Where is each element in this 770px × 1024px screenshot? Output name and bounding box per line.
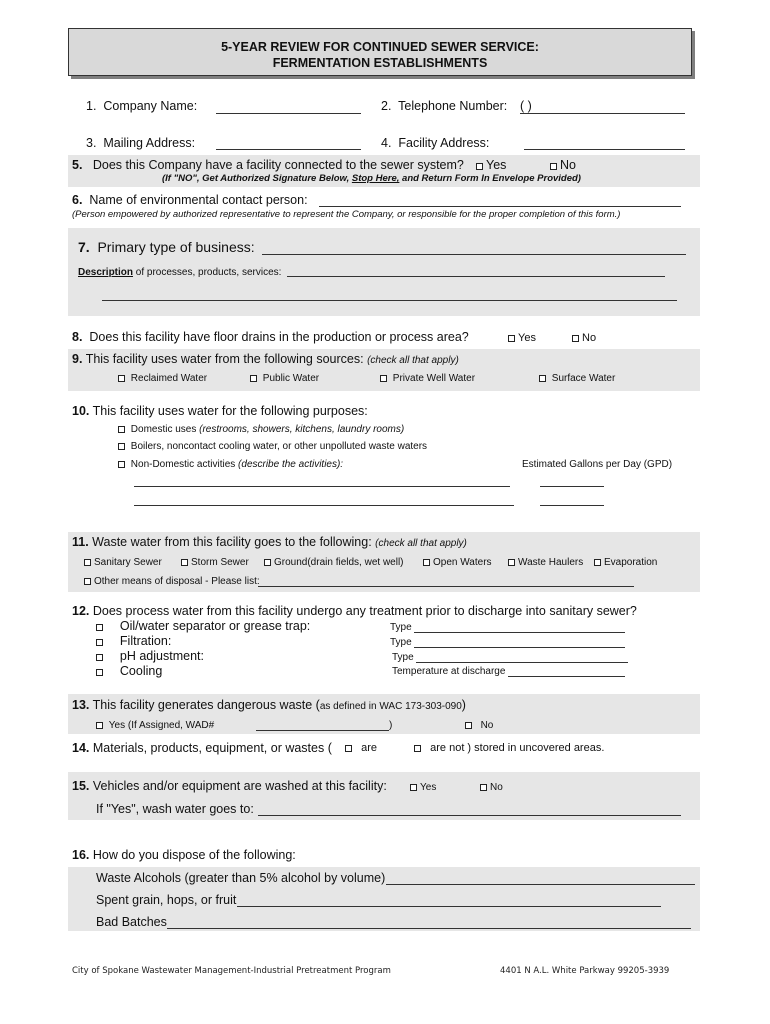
q13-no-option[interactable]: [465, 720, 493, 731]
q7-desc-label: Description: [78, 267, 134, 278]
q16-text: How do you dispose of the following:: [92, 848, 296, 862]
q9-option-label: Surface Water: [551, 373, 616, 384]
q14-question: [72, 741, 332, 755]
q11-text: Waste water from this facility goes to the following:: [92, 535, 372, 549]
q13-text-end: ): [461, 698, 466, 712]
activity-field-1[interactable]: [134, 486, 510, 487]
checkbox-icon[interactable]: [96, 669, 103, 676]
q9-option-private-well[interactable]: [380, 373, 475, 384]
q9-option-label: Reclaimed Water: [130, 373, 208, 384]
q13-yes-close: ): [389, 720, 393, 731]
type-label-3: Type: [392, 652, 414, 663]
contact-person-field[interactable]: [319, 206, 681, 207]
q8-number: 8.: [72, 330, 83, 344]
q7-number: 7.: [78, 239, 90, 255]
q15-yes-label: Yes: [420, 782, 437, 793]
q3-number: 3.: [86, 136, 97, 150]
q8-yes-option[interactable]: [508, 332, 536, 344]
gpd-field-1[interactable]: [540, 486, 604, 487]
q11-option-storm[interactable]: [181, 557, 249, 568]
facility-address-field[interactable]: [524, 149, 685, 150]
q10-number: 10.: [72, 404, 90, 418]
q1-text: Company Name:: [103, 99, 198, 113]
type-label-2: Type: [390, 637, 412, 648]
checkbox-icon[interactable]: [118, 461, 125, 468]
q14-number: 14.: [72, 741, 90, 755]
q5-no-label: No: [560, 158, 576, 172]
type-label-1: Type: [390, 622, 412, 633]
title-line-2: FERMENTATION ESTABLISHMENTS: [272, 56, 488, 70]
q13-question: [72, 698, 466, 712]
q8-no-option[interactable]: [572, 332, 596, 344]
q11-option-evaporation[interactable]: [594, 557, 657, 568]
q11-option-label: Waste Haulers: [518, 557, 584, 568]
q2-number: 2.: [381, 99, 392, 113]
q14-are-option[interactable]: [345, 742, 377, 754]
spent-grain-field[interactable]: [237, 906, 661, 907]
q2-text: Telephone Number:: [398, 99, 508, 113]
checkbox-icon[interactable]: [480, 784, 487, 791]
checkbox-icon[interactable]: [410, 784, 417, 791]
q9-option-reclaimed[interactable]: [118, 373, 207, 384]
telephone-label: [381, 99, 507, 113]
type-field-1[interactable]: [414, 632, 625, 633]
q16-item-spent-grain: Spent grain, hops, or fruit: [96, 893, 237, 907]
q12-item-ph[interactable]: [96, 649, 204, 663]
checkbox-icon[interactable]: [96, 639, 103, 646]
temperature-field[interactable]: [508, 676, 625, 677]
checkbox-icon[interactable]: [572, 335, 579, 342]
q16-number: 16.: [72, 848, 90, 862]
description-field-1[interactable]: [287, 276, 665, 277]
q8-text: Does this facility have floor drains in the production or process area?: [89, 330, 469, 344]
q5-question: [72, 158, 464, 172]
checkbox-icon[interactable]: [264, 559, 271, 566]
mailing-address-field[interactable]: [216, 149, 361, 150]
q13-no-label: No: [480, 720, 494, 731]
q10-domestic-option[interactable]: [118, 424, 404, 435]
q15-yes-option[interactable]: [410, 782, 436, 793]
q12-question: [72, 604, 637, 618]
q10-domestic-label: Domestic uses: [130, 424, 197, 435]
checkbox-icon[interactable]: [96, 654, 103, 661]
bad-batches-field[interactable]: [167, 928, 691, 929]
q5-yes-label: Yes: [486, 158, 507, 172]
q7-desc-rest: of processes, products, services:: [133, 267, 282, 278]
q11-option-label: Storm Sewer: [191, 557, 249, 568]
q4-text: Facility Address:: [398, 136, 490, 150]
q12-item-label: Oil/water separator or grease trap:: [119, 619, 311, 633]
q10-domestic-hint: (restrooms, showers, kitchens, laundry rooms): [199, 424, 405, 435]
type-field-2[interactable]: [414, 647, 625, 648]
description-field-2[interactable]: [102, 300, 677, 301]
q10-question: [72, 404, 368, 418]
checkbox-icon[interactable]: [550, 163, 557, 170]
q9-question: [72, 352, 459, 366]
q11-option-sanitary[interactable]: [84, 557, 162, 568]
q5-note-post: and Return Form In Envelope Provided): [402, 173, 581, 184]
q5-note-pre: (If "NO", Get Authorized Signature Below,: [162, 173, 350, 184]
q6-question: [72, 193, 308, 207]
q15-followup: If "Yes", wash water goes to:: [96, 802, 254, 816]
q6-note: (Person empowered by authorized representative to represent the Company, or responsible for the proper completion of this form.): [72, 209, 621, 220]
footer-organization: City of Spokane Wastewater Management-Industrial Pretreatment Program: [72, 966, 391, 976]
footer-address: 4401 N A.L. White Parkway 99205-3939: [500, 966, 670, 976]
q9-option-public[interactable]: [250, 373, 319, 384]
q15-question: [72, 779, 387, 793]
q15-no-option[interactable]: [480, 782, 503, 793]
q9-option-label: Private Well Water: [392, 373, 476, 384]
q13-number: 13.: [72, 698, 90, 712]
q10-boilers-option[interactable]: [118, 441, 427, 452]
checkbox-icon[interactable]: [414, 745, 421, 752]
q16-item-bad-batches: Bad Batches: [96, 915, 167, 929]
q10-nondomestic-label: Non-Domestic activities: [130, 459, 236, 470]
temperature-label: Temperature at discharge: [392, 666, 506, 677]
gpd-field-2[interactable]: [540, 505, 604, 506]
checkbox-icon[interactable]: [423, 559, 430, 566]
q8-question: [72, 330, 469, 344]
q3-text: Mailing Address:: [103, 136, 196, 150]
company-name-field[interactable]: [216, 113, 361, 114]
q12-item-oil-water[interactable]: [96, 619, 310, 633]
q13-text: This facility generates dangerous waste (: [92, 698, 320, 712]
q16-question: [72, 848, 296, 862]
checkbox-icon[interactable]: [539, 375, 546, 382]
q11-hint: (check all that apply): [375, 538, 467, 549]
checkbox-icon[interactable]: [96, 722, 103, 729]
q5-note: [162, 173, 581, 184]
q12-item-label: Cooling: [119, 664, 163, 678]
q7-text: Primary type of business:: [97, 239, 255, 255]
q11-option-label: Sanitary Sewer: [94, 557, 162, 568]
q12-item-label: pH adjustment:: [119, 649, 204, 663]
q5-no-option[interactable]: [550, 158, 576, 172]
q11-option-waste-haulers[interactable]: [508, 557, 583, 568]
mailing-address-label: [86, 136, 195, 150]
q16-item-waste-alcohols: Waste Alcohols (greater than 5% alcohol by volume): [96, 871, 386, 885]
q11-option-other[interactable]: [84, 576, 260, 587]
q12-item-filtration[interactable]: [96, 634, 171, 648]
checkbox-icon[interactable]: [96, 624, 103, 631]
q14-text: Materials, products, equipment, or wastes (: [92, 741, 332, 755]
other-disposal-field[interactable]: [258, 586, 634, 587]
q8-no-label: No: [582, 332, 597, 344]
checkbox-icon[interactable]: [118, 375, 125, 382]
business-type-field[interactable]: [262, 254, 686, 255]
q8-yes-label: Yes: [518, 332, 536, 344]
q5-yes-option[interactable]: [476, 158, 506, 172]
waste-alcohols-field[interactable]: [386, 884, 695, 885]
q11-option-label: Evaporation: [604, 557, 658, 568]
q11-option-label: Open Waters: [433, 557, 492, 568]
checkbox-icon[interactable]: [118, 426, 125, 433]
checkbox-icon[interactable]: [476, 163, 483, 170]
q9-text: This facility uses water from the following sources:: [85, 352, 364, 366]
q11-option-ground[interactable]: [264, 557, 404, 568]
q5-note-stop: Stop Here,: [351, 173, 400, 184]
telephone-field[interactable]: [520, 113, 685, 114]
type-field-3[interactable]: [416, 662, 628, 663]
q13-yes-label: Yes (If Assigned, WAD#: [108, 720, 215, 731]
q12-item-cooling[interactable]: [96, 664, 162, 678]
q14-are-not-label: are not ) stored in uncovered areas.: [430, 742, 605, 754]
form-title: [68, 28, 692, 76]
telephone-area-code: ( ): [520, 99, 532, 113]
q9-option-label: Public Water: [262, 373, 320, 384]
q14-are-not-option[interactable]: [414, 742, 604, 754]
q12-text: Does process water from this facility undergo any treatment prior to discharge into sanitary sewer?: [92, 604, 637, 618]
q9-option-surface[interactable]: [539, 373, 615, 384]
q13-text-small: as defined in WAC 173-303-090: [319, 701, 462, 712]
checkbox-icon[interactable]: [84, 578, 91, 585]
q6-number: 6.: [72, 193, 83, 207]
checkbox-icon[interactable]: [465, 722, 472, 729]
q15-text: Vehicles and/or equipment are washed at this facility:: [92, 779, 387, 793]
q14-are-label: are: [361, 742, 378, 754]
q13-yes-option[interactable]: [96, 720, 214, 731]
q10-nondomestic-option[interactable]: [118, 459, 343, 470]
q10-gpd-label: Estimated Gallons per Day (GPD): [522, 459, 673, 470]
checkbox-icon[interactable]: [250, 375, 257, 382]
q7-question: [78, 239, 255, 255]
checkbox-icon[interactable]: [508, 335, 515, 342]
checkbox-icon[interactable]: [508, 559, 515, 566]
checkbox-icon[interactable]: [345, 745, 352, 752]
company-name-label: [86, 99, 197, 113]
q9-hint: (check all that apply): [367, 355, 459, 366]
checkbox-icon[interactable]: [594, 559, 601, 566]
q10-boilers-label: Boilers, noncontact cooling water, or other unpolluted waste waters: [130, 441, 428, 452]
title-line-1: 5-YEAR REVIEW FOR CONTINUED SEWER SERVICE:: [221, 40, 539, 54]
q10-text: This facility uses water for the following purposes:: [92, 404, 368, 418]
checkbox-icon[interactable]: [181, 559, 188, 566]
activity-field-2[interactable]: [134, 505, 514, 506]
checkbox-icon[interactable]: [380, 375, 387, 382]
wad-number-field[interactable]: [256, 730, 389, 731]
q11-number: 11.: [72, 535, 89, 549]
q12-number: 12.: [72, 604, 90, 618]
checkbox-icon[interactable]: [84, 559, 91, 566]
facility-address-label: [381, 136, 489, 150]
q1-number: 1.: [86, 99, 97, 113]
q4-number: 4.: [381, 136, 392, 150]
checkbox-icon[interactable]: [118, 443, 125, 450]
q5-number: 5.: [72, 158, 83, 172]
q5-text: Does this Company have a facility connected to the sewer system?: [92, 158, 464, 172]
q7-description-label: [78, 267, 281, 278]
q12-item-label: Filtration:: [119, 634, 172, 648]
q10-nondomestic-hint: (describe the activities):: [238, 459, 344, 470]
q15-no-label: No: [490, 782, 503, 793]
q11-other-label: Other means of disposal - Please list:: [94, 576, 260, 587]
q11-option-open-waters[interactable]: [423, 557, 492, 568]
q6-text: Name of environmental contact person:: [89, 193, 308, 207]
q9-number: 9.: [72, 352, 83, 366]
q15-number: 15.: [72, 779, 90, 793]
wash-water-field[interactable]: [258, 815, 681, 816]
q11-option-label: Ground(drain fields, wet well): [274, 557, 404, 568]
q11-question: [72, 535, 467, 549]
